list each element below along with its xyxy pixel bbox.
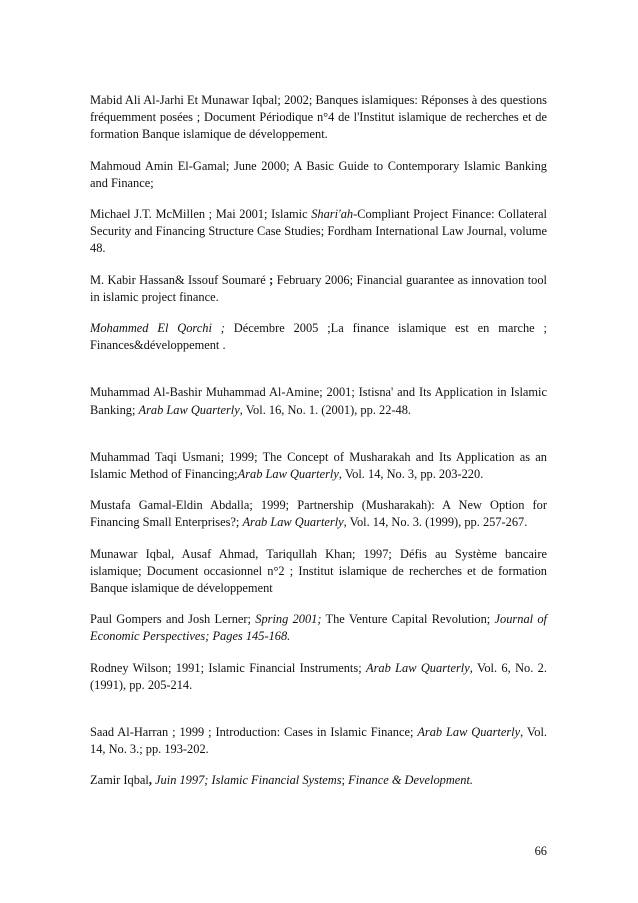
reference-text-segment: , Vol. 14, No. 3.; pp. 193-202.: [90, 725, 547, 757]
reference-text-segment: Paul Gompers and Josh Lerner;: [90, 612, 256, 627]
reference-entry-r12: [90, 724, 547, 758]
reference-text-segment: Muhammad Taqi Usmani; 1999; The Concept of Musharakah and Its Application as an Islamic Method of Financing;: [90, 449, 547, 482]
reference-text-segment: Mustafa Gamal-Eldin Abdalla; 1999; Partnership (Musharakah): A New Option for Financing Small Enterprises?;: [90, 498, 547, 530]
reference-text-segment: Spring 2001;: [255, 612, 322, 627]
reference-text-segment: Muhammad Al-Bashir Muhammad Al-Amine; 2001; Istisna' and Its Application in Islamic Banking;: [90, 385, 547, 417]
reference-text-segment: Rodney Wilson; 1991; Islamic Financial Instruments;: [90, 660, 366, 675]
reference-entry-r1: [90, 92, 547, 144]
reference-text-segment: , Vol. 16, No. 1. (2001), pp. 22-48.: [239, 402, 412, 417]
reference-text-segment: M. Kabir Hassan& Issouf Soumaré: [90, 272, 270, 287]
reference-text-segment: Shari'ah: [311, 207, 354, 222]
reference-text-segment: Arab Law Quarterly: [237, 467, 339, 482]
reference-entry-r9: [90, 546, 547, 598]
reference-entry-r13: [90, 772, 547, 789]
reference-text-segment: Arab Law Quarterly: [242, 515, 344, 530]
reference-list: [90, 92, 547, 804]
reference-text-segment: Arab Law Quarterly: [417, 725, 521, 740]
reference-entry-r10: [90, 611, 547, 645]
reference-entry-r11: [90, 660, 547, 694]
reference-text-segment: ;: [269, 272, 274, 287]
reference-entry-r6: [90, 384, 547, 418]
reference-text-segment: Zamir Iqbal: [90, 773, 149, 788]
reference-text-segment: Décembre 2005 ;La finance islamique est en marche ; Finances&développement .: [90, 321, 548, 353]
reference-text-segment: -Compliant Project Finance: Collateral Security and Financing Structure Case Studies; Fordham International Law Journal, volume 48.: [90, 207, 547, 256]
reference-text-segment: Saad Al-Harran ; 1999 ; Introduction: Cases in Islamic Finance;: [90, 725, 418, 740]
reference-entry-r8: [90, 497, 547, 531]
page-number: 66: [534, 844, 547, 858]
reference-entry-r4: [90, 272, 547, 306]
reference-text-segment: ,: [148, 773, 152, 788]
reference-text-segment: Mahmoud Amin El-Gamal; June 2000; A Basic Guide to Contemporary Islamic Banking and Finance;: [90, 158, 547, 190]
reference-text-segment: ;: [341, 773, 349, 788]
reference-entry-r5: [90, 320, 547, 354]
reference-text-segment: , Vol. 6, No. 2. (1991), pp. 205-214.: [90, 660, 547, 692]
reference-text-segment: February 2006; Financial guarantee as innovation tool in islamic project finance.: [90, 272, 547, 304]
reference-text-segment: , Vol. 14, No. 3. (1999), pp. 257-267.: [343, 515, 528, 530]
reference-text-segment: Journal of Economic Perspectives; Pages 145-168.: [90, 612, 547, 644]
reference-text-segment: Finance & Development.: [348, 773, 474, 788]
reference-text-segment: The Venture Capital Revolution;: [321, 612, 495, 627]
reference-entry-r2: [90, 158, 547, 192]
reference-text-segment: , Vol. 14, No. 3, pp. 203-220.: [338, 467, 484, 482]
reference-text-segment: Arab Law Quarterly: [366, 660, 470, 675]
reference-text-segment: Michael J.T. McMillen ; Mai 2001; Islamic: [90, 207, 312, 222]
reference-entry-r3: [90, 206, 547, 258]
reference-text-segment: Mabid Ali Al-Jarhi Et Munawar Iqbal; 2002; Banques islamiques: Réponses à des questions fréquemment posées ; Document Périodique n°4 de l'Institut islamique de recherches et de formation Banque islamique de développement.: [90, 93, 547, 142]
reference-text-segment: Arab Law Quarterly: [138, 402, 240, 417]
reference-entry-r7: [90, 449, 547, 483]
reference-text-segment: Mohammed El Qorchi ;: [90, 321, 225, 336]
reference-text-segment: Juin 1997; Islamic Financial Systems: [151, 773, 342, 788]
reference-text-segment: Munawar Iqbal, Ausaf Ahmad, Tariqullah Khan; 1997; Défis au Système bancaire islamique; Document occasionnel n°2 ; Institut islamique de recherches et de formation Banque islamique de développement: [90, 546, 547, 596]
